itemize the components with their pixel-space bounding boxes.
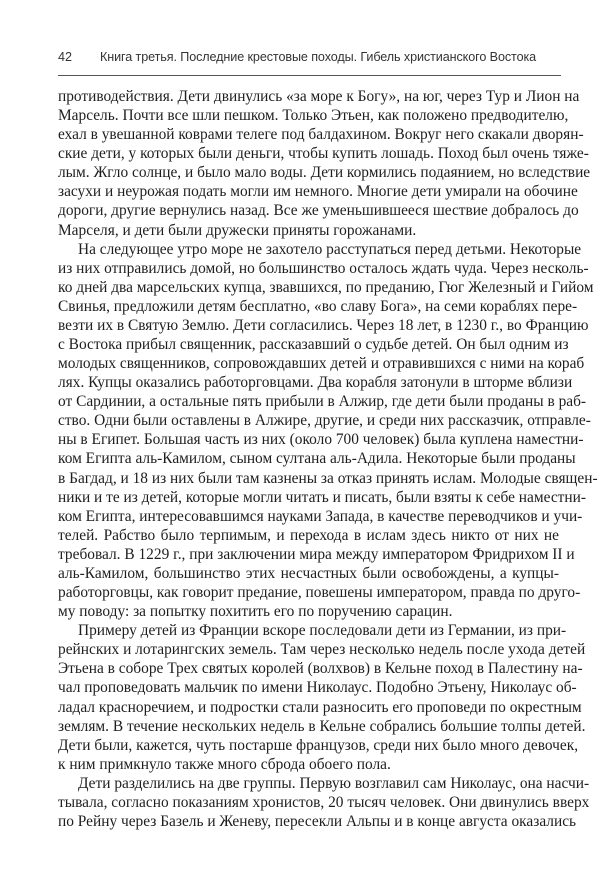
text-line: ехал в увешанной коврами телеге под балдахином. Вокруг него скакали дворян-	[58, 126, 584, 144]
running-header	[58, 47, 560, 67]
text-line: Примеру детей из Франции вскоре последовали дети из Германии, из при-	[78, 622, 567, 640]
paragraph	[58, 774, 590, 831]
text-line: ко дней два марсельских купца, звавшихся, по преданию, Гюг Железный и Гийом	[58, 278, 594, 296]
text-line: ком Египта аль-Камилом, сыном султана аль-Адила. Некоторые были проданы	[58, 450, 576, 468]
text-line: телей. Рабство было терпимым, и перехода в ислам здесь никто от них не	[58, 526, 559, 544]
header-divider	[58, 75, 561, 76]
paragraph	[58, 621, 586, 774]
text-line: На следующее утро море не захотело расступаться перед детьми. Некоторые	[78, 240, 582, 258]
text-line: Дети разделились на две группы. Первую возглавил сам Николаус, она насчи-	[78, 774, 590, 792]
text-line: работорговцы, как говорит предание, повешены императором, правда по друго-	[58, 584, 581, 602]
text-line: молодых священников, сопровождавших детей и отравившихся с ними на кораб	[58, 355, 585, 373]
text-line: му поводу: за попытку похитить его по поручению сарацин.	[58, 603, 453, 621]
text-line: Дети были, кажется, чуть постарше французов, среди них было много девочек,	[58, 736, 579, 754]
text-line: землям. В течение нескольких недель в Кельне собрались большие толпы детей.	[58, 717, 586, 735]
text-line: с Востока прибыл священник, рассказавший о судьбе детей. Он был одним из	[58, 336, 569, 354]
paragraph	[58, 87, 591, 240]
text-line: по Рейну через Базель и Женеву, пересекли Альпы и в конце августа оказались	[58, 812, 577, 830]
text-line: рейнских и лотарингских земель. Там через несколько недель после ухода детей	[58, 641, 586, 659]
text-line: Марселя, и дети были дружески приняты горожанами.	[58, 221, 417, 239]
page-body-text	[58, 87, 598, 831]
text-line: чал проповедовать мальчик по имени Николаус. Подобно Этьену, Николаус об-	[58, 679, 577, 697]
text-line: Этьена в соборе Трех святых королей (волхвов) в Кельне поход в Палестину на-	[58, 660, 583, 678]
text-line: противодействия. Дети двинулись «за море к Богу», на юг, через Тур и Лион на	[58, 88, 580, 105]
text-line: от Сардинии, а остальные пять прибыли в Алжир, где дети были проданы в раб-	[58, 393, 587, 411]
running-title: Книга третья. Последние крестовые походы. Гибель христианского Востока	[100, 50, 537, 64]
text-line: ники и те из детей, которые могли читать и писать, были взяты к себе наместни-	[58, 488, 586, 506]
text-line: аль-Камилом, большинство этих несчастных были освобождены, а купцы-	[58, 564, 559, 582]
paragraph	[58, 240, 598, 622]
text-line: Марсель. Почти все шли пешком. Только Этьен, как положено предводителю,	[58, 107, 569, 125]
page-number: 42	[58, 50, 73, 64]
text-line: лях. Купцы оказались работорговцами. Два корабля затонули в шторме вблизи	[58, 374, 573, 392]
text-line: ком Египта, интересовавшимся науками Запада, в качестве переводчиков и учи-	[58, 507, 583, 525]
text-line: Свинья, предложили детям бесплатно, «во славу Бога», на семи кораблях пере-	[58, 297, 578, 315]
text-line: к ним примкнуло также много сброда обоего пола.	[58, 755, 391, 773]
text-line: ладал красноречием, и подростки стали разносить его проповеди по окрестным	[58, 698, 582, 716]
text-line: тывала, согласно показаниям хронистов, 20 тысяч человек. Они двинулись вверх	[58, 793, 590, 811]
text-line: ство. Одни были оставлены в Алжире, другие, и среди них рассказчик, отправле-	[58, 412, 591, 430]
text-line: требовал. В 1229 г., при заключении мира между императором Фридрихом II и	[58, 545, 575, 563]
text-line: ны в Египет. Большая часть из них (около 700 человек) была куплена наместни-	[58, 431, 584, 449]
text-line: везти их в Святую Землю. Дети согласились. Через 18 лет, в 1230 г., во Францию	[58, 316, 589, 334]
text-line: лым. Жгло солнце, и было мало воды. Дети кормились подаянием, но вследствие	[58, 164, 591, 182]
text-line: в Багдад, и 18 из них были там казнены за отказ принять ислам. Молодые священ-	[58, 469, 598, 487]
text-line: из них отправились домой, но большинство осталось ждать чуда. Через несколь-	[58, 259, 589, 277]
text-line: дороги, другие вернулись назад. Все же уменьшившееся шествие добралось до	[58, 202, 579, 220]
text-line: ские дети, у которых были деньги, чтобы купить лошадь. Поход был очень тяже-	[58, 145, 589, 163]
text-line: засухи и неурожая подать могли им немного. Многие дети умирали на обочине	[58, 183, 578, 201]
